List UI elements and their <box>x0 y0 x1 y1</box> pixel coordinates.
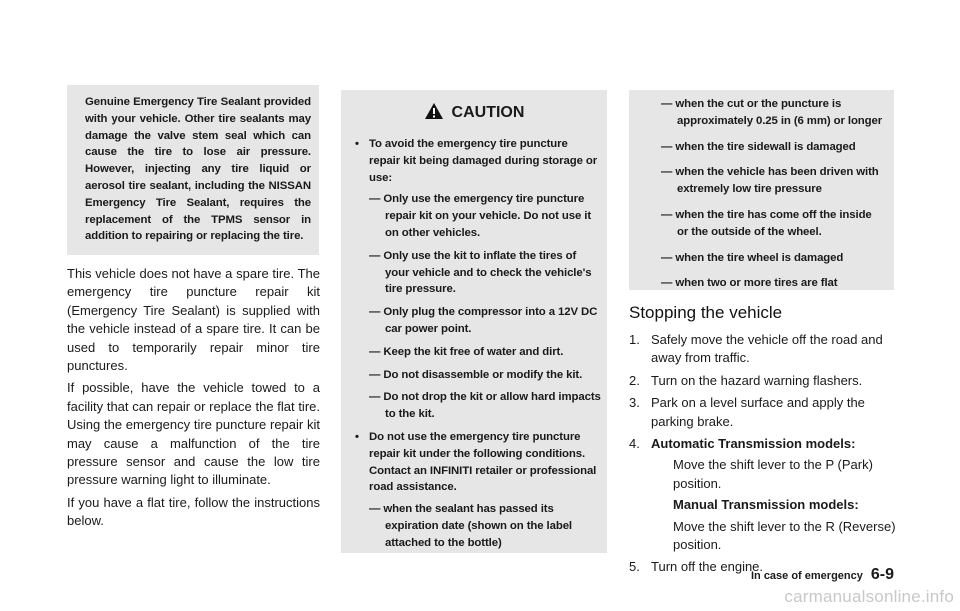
dash-list <box>353 501 601 551</box>
step-text: Move the shift lever to the P (Park) position. <box>673 457 873 491</box>
list-item: — when the tire wheel is damaged <box>661 251 844 264</box>
step-number: 5. <box>629 559 640 575</box>
caution-bullet <box>353 136 601 423</box>
dash-list <box>353 191 601 423</box>
step-text: Move the shift lever to the R (Reverse) position. <box>673 518 896 553</box>
step-text: Safely move the vehicle off the road and away from traffic. <box>651 332 883 366</box>
step-item <box>629 435 897 554</box>
step-number: 4. <box>629 436 640 452</box>
step-heading: Manual Transmission models: <box>673 497 859 513</box>
watermark: carmanualsonline.info <box>784 587 954 606</box>
list-item: — Only plug the compressor into a 12V DC car power point. <box>369 306 598 335</box>
paragraph: If possible, have the vehicle towed to a facility that can repair or replace the flat tire. Using the emergency tire puncture repair kit may cause a malfunction of the tire pressure sensor and cause the low tire pressure warning light to illuminate. <box>67 380 320 488</box>
list-item: — Only use the kit to inflate the tires of your vehicle and to check the vehicle's tire pressure. <box>369 249 592 296</box>
step-text: Turn on the hazard warning flashers. <box>651 372 863 388</box>
steps-list <box>629 331 897 581</box>
section-title: Stopping the vehicle <box>629 303 783 322</box>
list-item: — Keep the kit free of water and dirt. <box>369 345 564 358</box>
step-number: 3. <box>629 395 640 411</box>
step-item <box>629 331 897 368</box>
note-box <box>67 85 319 255</box>
bullet-icon: • <box>355 430 359 443</box>
bullet-icon: • <box>355 138 359 150</box>
list-item: — Only use the emergency tire puncture repair kit on your vehicle. Do not use it on other vehicles. <box>369 193 592 239</box>
step-heading: Automatic Transmission models: <box>651 436 856 452</box>
step-number: 2. <box>629 372 640 388</box>
caution-bullet <box>353 429 601 552</box>
caution-list <box>353 136 601 558</box>
step-number: 1. <box>629 332 640 347</box>
bullet-text: To avoid the emergency tire puncture repair kit being damaged during storage or use: <box>369 138 598 184</box>
list-item: — when the tire sidewall is damaged <box>661 140 856 153</box>
dash-list <box>645 96 885 301</box>
caution-heading <box>341 102 607 122</box>
list-item: — Do not drop the kit or allow hard impacts to the kit. <box>369 391 601 421</box>
warning-triangle-icon <box>424 102 444 120</box>
list-item: — when the sealant has passed its expiration date (shown on the label attached to the bottle) <box>369 503 572 549</box>
note-text: Genuine Emergency Tire Sealant provided with your vehicle. Other tire sealants may damage the valve stem seal which can cause the tire to lose air pressure. However, injecting any tire liquid or aerosol tire sealant, including the NISSAN Emergency Tire Sealant, requires the replacement of the TPMS sensor in addition to repairing or replacing the tire. <box>85 96 311 243</box>
step-item <box>629 394 897 431</box>
list-item: — when the cut or the puncture is approximately 0.25 in (6 mm) or longer <box>661 98 883 127</box>
list-item: — when the tire has come off the inside or the outside of the wheel. <box>661 208 872 238</box>
intro-text <box>67 265 320 535</box>
caution-continued-box <box>629 90 894 290</box>
step-text: Turn off the engine. <box>651 559 764 575</box>
caution-box <box>341 90 607 553</box>
page-footer <box>751 566 894 584</box>
footer-section-name: In case of emergency <box>750 570 863 582</box>
bullet-text: Do not use the emergency tire puncture repair kit under the following conditions. Contact an INFINITI retailer or professional road assistance. <box>369 430 597 494</box>
step-text: Park on a level surface and apply the parking brake. <box>651 395 865 429</box>
caution-label: CAUTION <box>451 104 525 121</box>
step-item <box>629 372 897 390</box>
paragraph: This vehicle does not have a spare tire. The emergency tire puncture repair kit (Emergency Tire Sealant) is supplied with the vehicle instead of a spare tire. It can be used to temporarily repair minor tire punctures. <box>67 266 320 374</box>
list-item: — when two or more tires are flat <box>661 277 838 290</box>
paragraph: If you have a flat tire, follow the instructions below. <box>67 494 320 529</box>
page-number: 6-9 <box>870 566 894 583</box>
list-item: — when the vehicle has been driven with extremely low tire pressure <box>661 166 879 196</box>
list-item: — Do not disassemble or modify the kit. <box>369 368 583 381</box>
